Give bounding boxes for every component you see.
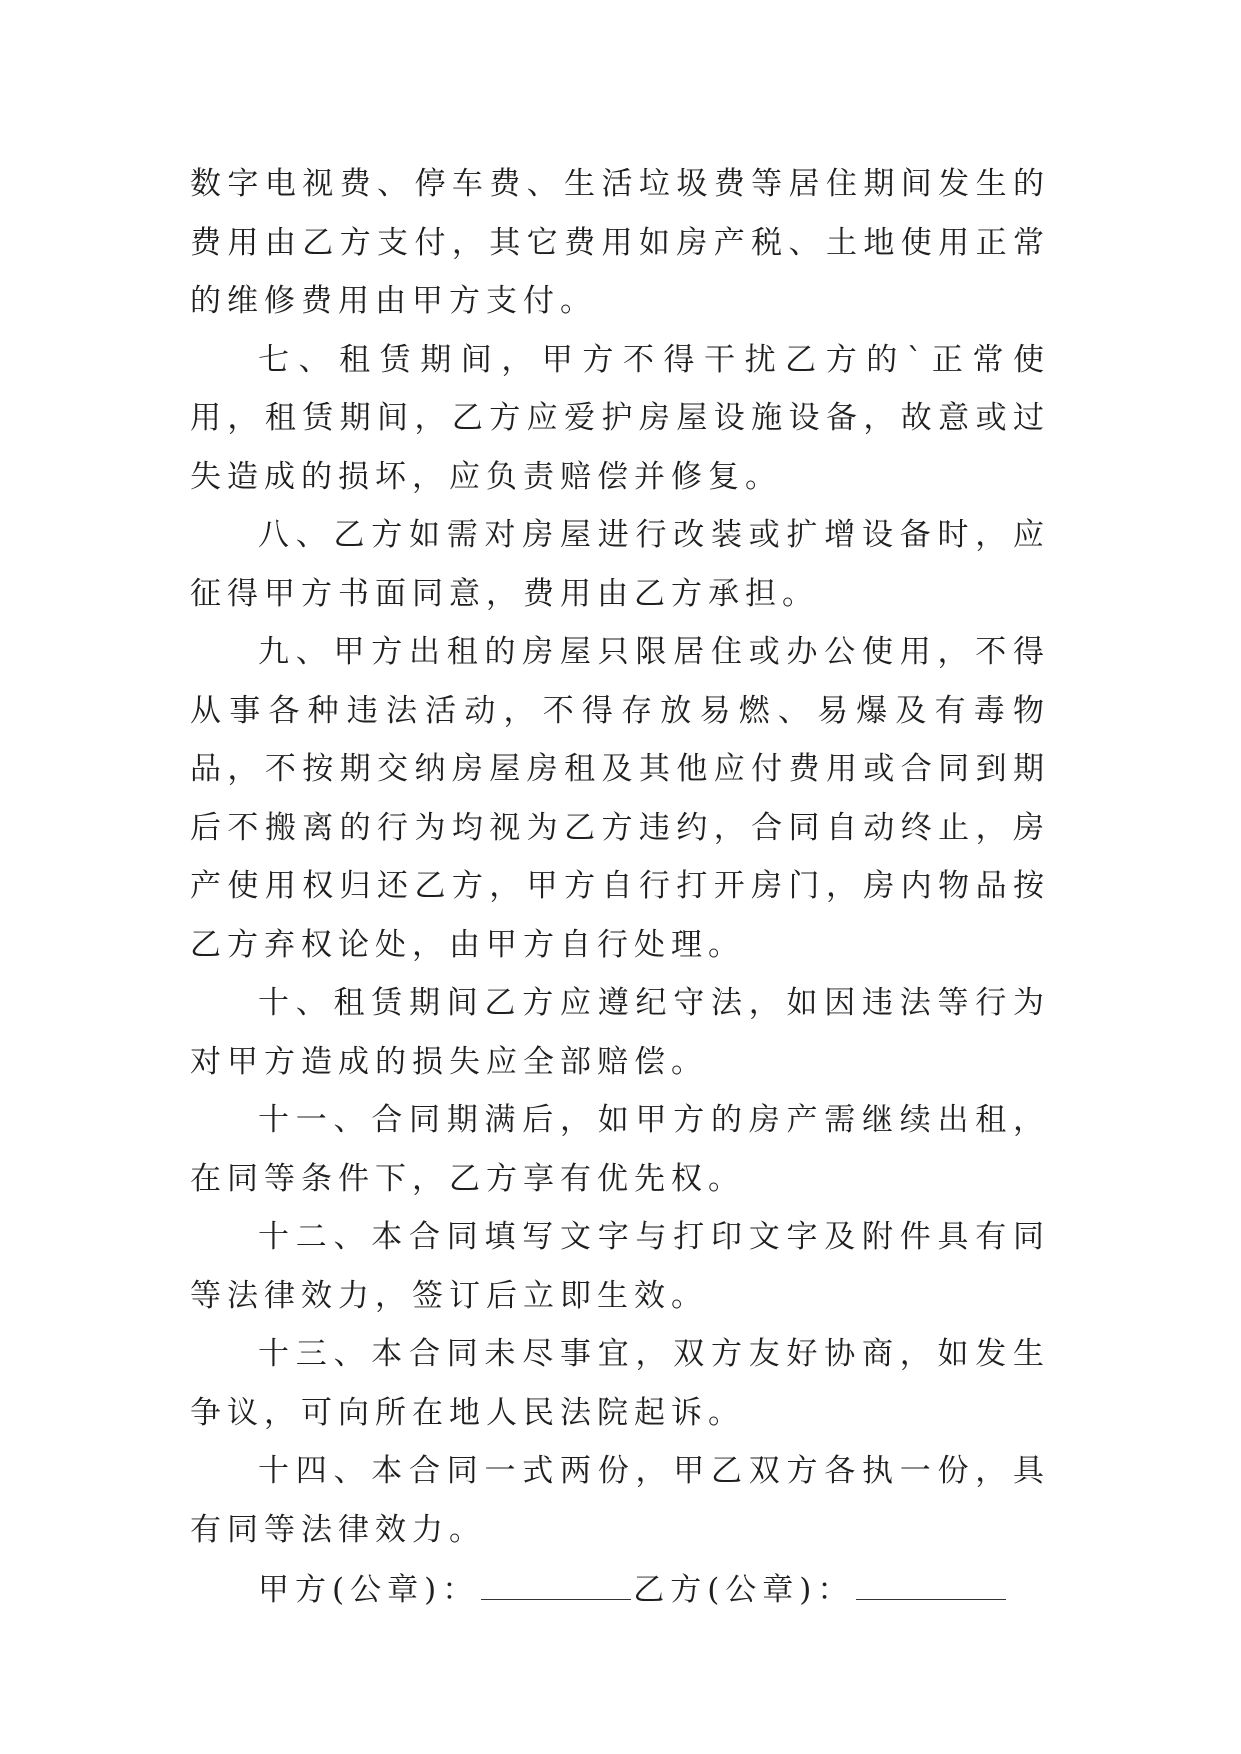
paragraph-continued-fees: 数字电视费、停车费、生活垃圾费等居住期间发生的费用由乙方支付，其它费用如房产税、土地使用正常的维修费用由甲方支付。 [190, 166, 1050, 319]
clause-14: 十四、本合同一式两份，甲乙双方各执一份，具有同等法律效力。 [190, 1453, 1050, 1548]
party-a-seal-blank [481, 1559, 631, 1600]
party-a-seal-label: 甲方(公章)： [258, 1572, 480, 1608]
document-page [190, 155, 1050, 1620]
clause-11: 十一、合同期满后，如甲方的房产需继续出租，在同等条件下，乙方享有优先权。 [190, 1102, 1050, 1197]
clause-13: 十三、本合同未尽事宜，双方友好协商，如发生争议，可向所在地人民法院起诉。 [190, 1336, 1050, 1431]
clause-9: 九、甲方出租的房屋只限居住或办公使用，不得从事各种违法活动，不得存放易燃、易爆及有毒物品，不按期交纳房屋房租及其他应付费用或合同到期后不搬离的行为均视为乙方违约，合同自动终止，房产使用权归还乙方，甲方自行打开房门，房内物品按乙方弃权论处，由甲方自行处理。 [190, 634, 1050, 963]
clause-12: 十二、本合同填写文字与打印文字及附件具有同等法律效力，签订后立即生效。 [190, 1219, 1050, 1314]
party-b-seal-blank [856, 1559, 1006, 1600]
clause-7: 七、租赁期间，甲方不得干扰乙方的`正常使用，租赁期间，乙方应爱护房屋设施设备，故意或过失造成的损坏，应负责赔偿并修复。 [190, 341, 1050, 495]
signature-line [190, 1559, 1050, 1620]
clause-10: 十、租赁期间乙方应遵纪守法，如因违法等行为对甲方造成的损失应全部赔偿。 [190, 985, 1050, 1080]
clause-8: 八、乙方如需对房屋进行改装或扩增设备时，应征得甲方书面同意，费用由乙方承担。 [190, 517, 1050, 612]
party-b-seal-label: 乙方(公章)： [633, 1572, 855, 1608]
